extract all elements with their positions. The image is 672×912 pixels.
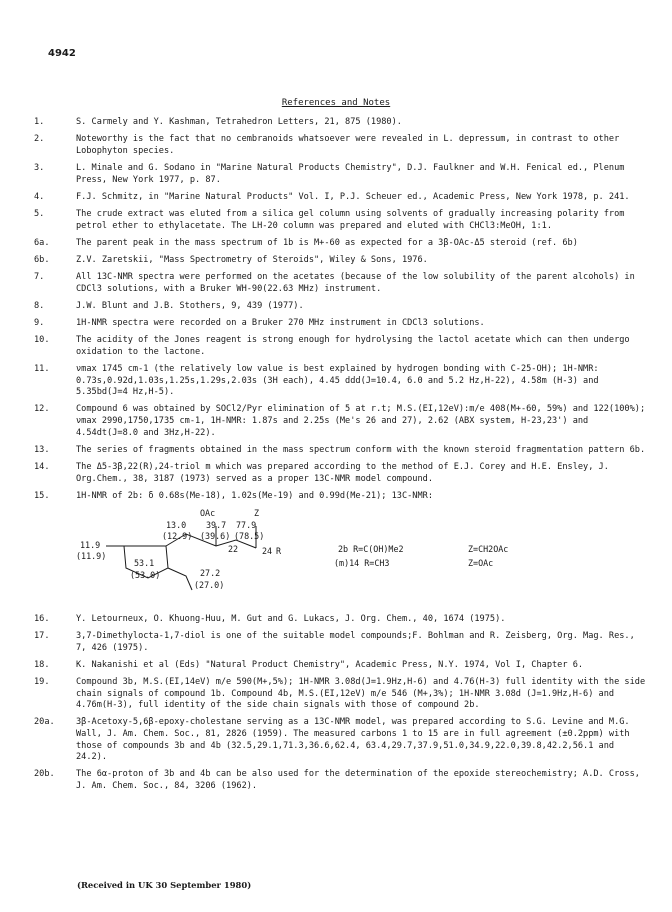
reference-number: 5. [34,208,45,219]
references-heading: References and Notes [281,98,391,108]
shift-c78: (78.5) [234,530,265,541]
reference-item [34,364,646,399]
reference-text: J.W. Blunt and J.B. Stothers, 9, 439 (1977). [76,300,304,311]
reference-text: 3,7-Dimethylocta-1,7-diol is one of the suitable model compounds;F. Bohlman and R. Zeisberg, Org. Mag. Res., 7, 426 (1975). [76,631,635,653]
references-list [34,117,646,798]
legend-m: (m)14 R=CH3 [334,557,390,568]
reference-number: 17. [34,631,50,642]
reference-item [34,445,646,457]
reference-text: Z.V. Zaretskii, "Mass Spectrometry of Steroids", Wiley & Sons, 1976. [76,254,428,265]
reference-text: 1H-NMR of 2b: δ 0.68s(Me-18), 1.02s(Me-19) and 0.99d(Me-21); 13C-NMR: [76,490,433,501]
reference-number: 1. [34,117,45,127]
carbon-number-24: 24 [262,545,273,556]
reference-text: S. Carmely and Y. Kashman, Tetrahedron Letters, 21, 875 (1980). [76,117,402,127]
shift-c119: 11.9 [80,539,101,550]
reference-item [34,717,646,763]
reference-text: L. Minale and G. Sodano in "Marine Natural Products Chemistry", D.J. Faulkner and W.H. Fenical ed., Plenum Press, New York 1977, p. 87. [76,162,625,185]
reference-number: 8. [34,300,45,311]
reference-text: Noteworthy is the fact that no cembranoids whatsoever were revealed in L. depressum, in contrast to other Lobophyton species. [76,134,620,156]
reference-item [34,404,646,439]
carbon-number-22: 22 [228,543,239,554]
reference-text: The crude extract was eluted from a silica gel column using solvents of gradually increasing polarity from petrol ether to ethylacetate. The LH-20 column was prepared and eluted with CHCl3:MeOH, 1:1. [76,208,625,231]
reference-item [34,238,646,250]
shift-c39b: (39.6) [200,530,231,541]
reference-number: 10. [34,335,50,346]
c17-bond [168,568,192,590]
reference-number: 20a. [34,717,55,728]
reference-number: 7. [34,272,45,283]
reference-number: 3. [34,162,45,173]
chemical-structure [76,506,646,609]
reference-item [34,301,646,313]
reference-number: 9. [34,318,45,329]
reference-text: The Δ5-3β,22(R),24-triol m which was prepared according to the method of E.J. Corey and H.E. Ensley, J. Org.Chem., 38, 3187 (1973) served as a proper 13C-NMR model compound. [76,461,609,484]
substituent-z: Z [254,507,260,518]
shift-c13: 13.0 [166,519,187,530]
reference-number: 12. [34,404,50,415]
legend-2b: 2b R=C(OH)Me2 [338,543,404,554]
reference-number: 15. [34,490,50,501]
reference-item [34,677,646,712]
reference-number: 18. [34,659,50,670]
reference-item [34,660,646,672]
shift-c12: (12.9) [162,530,193,541]
reference-number: 11. [34,364,50,375]
reference-number: 16. [34,613,50,624]
reference-item [34,117,646,129]
reference-item [34,255,646,267]
reference-text: Compound 3b, M.S.(EI,14eV) m/e 590(M+,5%); 1H-NMR 3.08d(J=1.9Hz,H-6) and 4.76(H-3) full identity with the side chain signals of compound 1b. Compound 4b, M.S.(EI,12eV) m/e 546 (M+,3%); 1H-NMR 3.08d (J=1.9Hz,H-6) and 4.76m(H-3), full identity of the side chain signals with those of compound 2b. [76,677,646,711]
reference-item [34,491,646,503]
reference-item [34,335,646,358]
reference-item [34,769,646,792]
reference-text: The 6α-proton of 3b and 4b can be also used for the determination of the epoxide stereochemistry; A.D. Cross, J. Am. Chem. Soc., 84, 3206 (1962). [76,769,640,792]
r-group: R [276,545,282,556]
reference-number: 4. [34,191,45,202]
received-note: (Received in UK 30 September 1980) [77,880,252,890]
page-number: 4942 [48,48,76,59]
reference-text: 1H-NMR spectra were recorded on a Bruker 270 MHz instrument in CDCl3 solutions. [76,318,485,329]
reference-number: 19. [34,677,50,688]
reference-text: 3β-Acetoxy-5,6β-epoxy-cholestane serving as a 13C-NMR model, was prepared according to S.G. Levine and M.G. Wall, J. Am. Chem. Soc., 81, 2826 (1959). The measured carbons 1 to 15 are in full agreement (±0.2ppm) with those of compounds 3b and 4b (32.5,29.1,71.3,36.6,62.4, 63.4,29.7,37.9,51.0,34.9,22.0,39.8,42.2,56.1 and 24.2). [76,717,630,763]
reference-text: K. Nakanishi et al (Eds) "Natural Product Chemistry", Academic Press, N.Y. 1974, Vol I, Chapter 6. [76,659,584,670]
shift-c39: 39.7 [206,519,227,530]
reference-item [34,163,646,186]
legend-m-z: Z=OAc [468,557,494,568]
reference-item [34,134,646,157]
shift-c531: 53.1 [134,557,155,568]
reference-text: The parent peak in the mass spectrum of 1b is M+-60 as expected for a 3β-OAc-Δ5 steroid (ref. 6b) [76,237,578,248]
reference-item [34,631,646,654]
shift-c531b: (53.0) [130,569,161,580]
shift-c119b: (11.9) [76,550,107,561]
reference-item [34,318,646,330]
reference-number: 20b. [34,769,55,780]
reference-text: The acidity of the Jones reagent is strong enough for hydrolysing the lactol acetate which can then undergo oxidation to the lactone. [76,335,630,357]
reference-item [34,272,646,295]
reference-text: F.J. Schmitz, in "Marine Natural Products" Vol. I, P.J. Scheuer ed., Academic Press, New York 1978, p. 241. [76,191,630,202]
substituent-oac: OAc [200,507,216,518]
reference-text: νmax 1745 cm-1 (the relatively low value is best explained by hydrogen bonding with C-25-OH); 1H-NMR: 0.73s,0.92d,1.03s,1.25s,1.29s,2.03s (3H each), 4.45 ddd(J=10.4, 6.0 and 5.2 Hz,H-22), 4.58m (H-3) and 5.35bd(J=4 Hz,H-5). [76,364,599,398]
shift-c272: 27.2 [200,567,221,578]
reference-number: 13. [34,444,50,455]
reference-item [34,192,646,204]
reference-number: 14. [34,461,50,472]
reference-text: The series of fragments obtained in the mass spectrum conform with the known steroid fragmentation pattern 6b. [76,444,646,455]
reference-number: 2. [34,134,45,145]
reference-number: 6a. [34,237,50,248]
shift-c270: (27.0) [194,579,225,590]
reference-text: Y. Letourneux, O. Khuong-Huu, M. Gut and G. Lukacs, J. Org. Chem., 40, 1674 (1975). [76,613,506,624]
reference-text: All 13C-NMR spectra were performed on the acetates (because of the low solubility of the parent alcohols) in CDCl3 solutions, with a Bruker WH-90(22.63 MHz) instrument. [76,272,635,294]
legend-2b-z: Z=CH2OAc [468,543,509,554]
reference-item [34,614,646,626]
reference-number: 6b. [34,254,50,265]
reference-text: Compound 6 was obtained by SOCl2/Pyr elimination of 5 at r.t; M.S.(EI,12eV):m/e 408(M+-60, 59%) and 122(100%); νmax 2990,1750,1735 cm-1, 1H-NMR: 1.87s and 2.25s (Me's 26 and 27), 2.62 (ABX system, H-23,23') and 4.54dt(J=8.0 and 3Hz,H-22). [76,404,646,438]
reference-item [34,209,646,232]
reference-item [34,462,646,485]
shift-c77: 77.9 [236,519,257,530]
